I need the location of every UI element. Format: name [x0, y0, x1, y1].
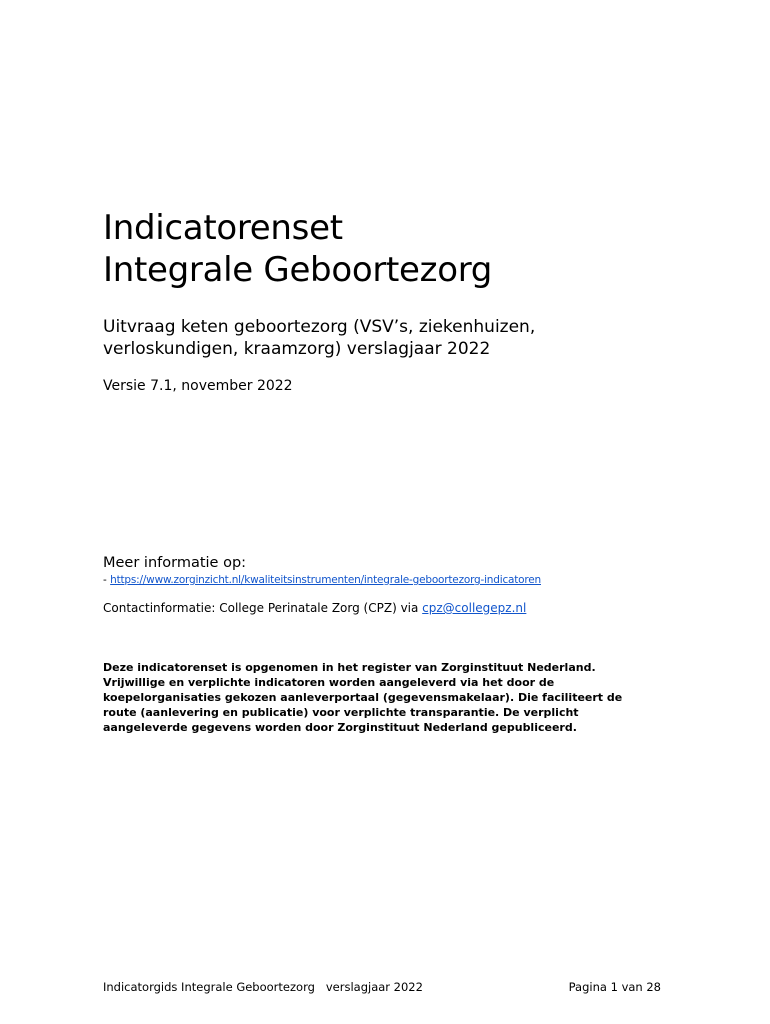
document-version: Versie 7.1, november 2022 [103, 378, 293, 394]
more-info-link-line [103, 572, 541, 588]
footer-document-name: Indicatorgids Integrale Geboortezorg verslagjaar 2022 [103, 980, 423, 994]
document-subtitle [103, 316, 535, 360]
contact-information [103, 599, 526, 617]
zorginzicht-link[interactable]: https://www.zorginzicht.nl/kwaliteitsinstrumenten/integrale-geboortezorg-indicatoren [110, 574, 541, 586]
document-subtitle-line-1: Uitvraag keten geboortezorg (VSV’s, ziekenhuizen, [103, 317, 536, 337]
page-footer [103, 978, 663, 996]
document-title [103, 207, 492, 291]
document-title-line-2: Integrale Geboortezorg [103, 250, 493, 290]
register-notice-line-5: aangeleverde gegevens worden door Zorginstituut Nederland gepubliceerd. [103, 721, 577, 734]
footer-page-number: Pagina 1 van 28 [568, 980, 661, 994]
register-notice [103, 660, 663, 735]
register-notice-line-2: Vrijwillige en verplichte indicatoren worden aangeleverd via het door de [103, 676, 555, 689]
register-notice-line-1: Deze indicatorenset is opgenomen in het register van Zorginstituut Nederland. [103, 661, 596, 674]
document-subtitle-line-2: verloskundigen, kraamzorg) verslagjaar 2022 [103, 339, 491, 359]
more-info-heading: Meer informatie op: [103, 555, 247, 571]
document-title-line-1: Indicatorenset [103, 208, 343, 248]
contact-prefix: Contactinformatie: College Perinatale Zorg (CPZ) via [103, 601, 423, 615]
contact-email-link[interactable]: cpz@collegepz.nl [422, 601, 527, 615]
register-notice-line-3: koepelorganisaties gekozen aanleverportaal (gegevensmakelaar). Die faciliteert de [103, 691, 623, 704]
register-notice-line-4: route (aanlevering en publicatie) voor verplichte transparantie. De verplicht [103, 706, 579, 719]
more-info-bullet: - [103, 574, 111, 586]
